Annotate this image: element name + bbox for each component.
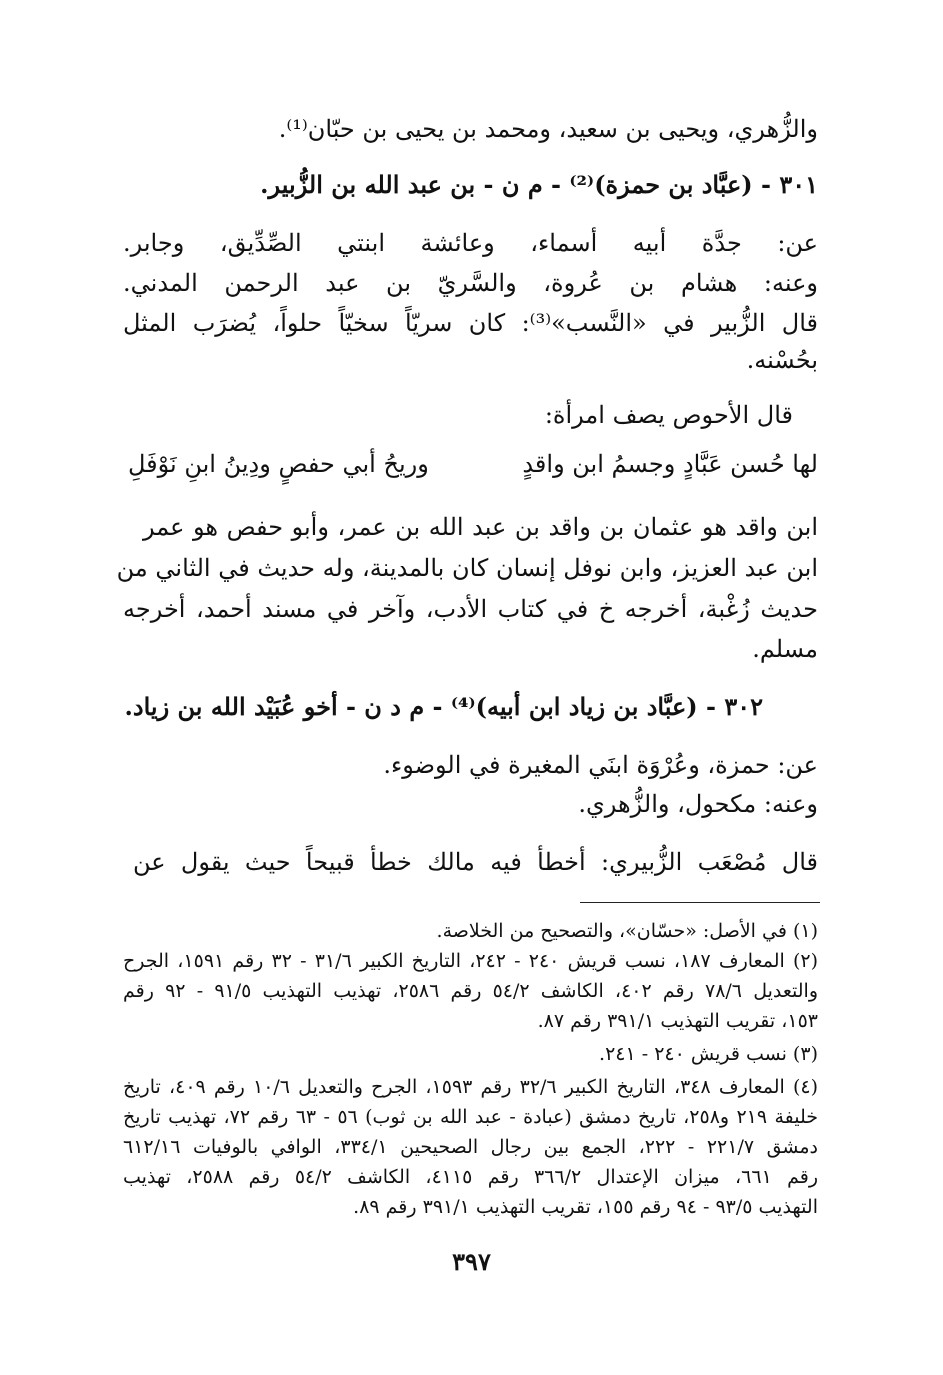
text-line: والزُّهري، ويحيى بن سعيد، ومحمد بن يحيى بن حبّان⁽¹⁾. bbox=[278, 115, 818, 143]
entry-301-heading: ٣٠١ - (عبَّاد بن حمزة)⁽²⁾ - م ن - بن عبد الله بن الزُّبير. bbox=[260, 170, 818, 199]
verse-hemistich-right: لها حُسن عَبَّادٍ وجسمُ ابن واقدٍ bbox=[522, 450, 818, 478]
footnote-1: (١) في الأصل: «حسّان»، والتصحيح من الخلاصة. bbox=[436, 920, 818, 942]
entry-301-students: وعنه: هشام بن عُروة، والسَّريّ بن عبد الرحمن المدني. bbox=[123, 269, 818, 297]
entry-301-quote: قال الزُّبير في «النَّسب»⁽³⁾: كان سريّاً سخيّاً حلواً، يُضرَب المثل bbox=[123, 309, 819, 337]
poet-intro: قال الأحوص يصف امرأة: bbox=[544, 401, 793, 429]
footnote-4-line: التهذيب ٩٣/٥ - ٩٤ رقم ١٥٥، تقريب التهذيب ٣٩١/١ رقم ٨٩. bbox=[353, 1196, 818, 1218]
page-number: ٣٩٧ bbox=[452, 1247, 491, 1276]
entry-302-students: وعنه: مكحول، والزُّهري. bbox=[578, 790, 818, 818]
footnote-4-line: (٤) المعارف ٣٤٨، التاريخ الكبير ٣٢/٦ رقم ١٥٩٣، الجرح والتعديل ١٠/٦ رقم ٤٠٩، تاريخ bbox=[123, 1076, 819, 1098]
footnote-separator bbox=[580, 902, 820, 903]
entry-302-from: عن: حمزة، وعُرْوَة ابنَي المغيرة في الوضوء. bbox=[383, 751, 818, 779]
paragraph-line: ابن عبد العزيز، وابن نوفل إنسان كان بالمدينة، وله حديث في الثاني من bbox=[116, 554, 818, 582]
verse-hemistich-left: وريحُ أبي حفصٍ ودِينُ ابنِ نَوْفَلِ bbox=[128, 450, 429, 478]
paragraph-line: مسلم. bbox=[752, 635, 818, 663]
footnote-3: (٣) نسب قريش ٢٤٠ - ٢٤١. bbox=[599, 1043, 818, 1065]
entry-301-from: عن: جدَّة أبيه أسماء، وعائشة ابنتي الصِّدِّيق، وجابر. bbox=[123, 229, 818, 257]
footnote-2-line: ١٥٣، تقريب التهذيب ٣٩١/١ رقم ٨٧. bbox=[537, 1010, 818, 1032]
footnote-4-line: رقم ٦٦١، ميزان الإعتدال ٣٦٦/٢ رقم ٤١١٥، الكاشف ٥٤/٢ رقم ٢٥٨٨، تهذيب bbox=[123, 1166, 819, 1188]
footnote-4-line: خليفة ٢١٩ و٢٥٨، تاريخ دمشق (عبادة - عبد الله بن ثوب) ٥٦ - ٦٣ رقم ٧٢، تهذيب تاريخ bbox=[123, 1106, 819, 1128]
paragraph-line: ابن واقد هو عثمان بن واقد بن عبد الله بن عمر، وأبو حفص هو عمر bbox=[143, 513, 818, 541]
footnote-2-line: (٢) المعارف ١٨٧، نسب قريش ٢٤٠ - ٢٤٢، التاريخ الكبير ٣١/٦ - ٣٢ رقم ١٥٩١، الجرح bbox=[123, 950, 819, 972]
entry-302-heading: ٣٠٢ - (عبَّاد بن زياد ابن أبيه)⁽⁴⁾ - م د ن - أخو عُبَيْد الله بن زياد. bbox=[124, 692, 763, 721]
footnote-4-line: دمشق ٢٢١/٧ - ٢٢٢، الجمع بين رجال الصحيحين ٣٣٤/١، الوافي بالوفيات ٦١٢/١٦ bbox=[123, 1136, 819, 1158]
entry-301-quote-end: بحُسْنه. bbox=[746, 346, 818, 374]
paragraph-line: حديث زُغْبة، أخرجه خ في كتاب الأدب، وآخر في مسند أحمد، أخرجه bbox=[123, 595, 818, 623]
entry-302-quote: قال مُصْعَب الزُّبيري: أخطأ فيه مالك خطأ قبيحاً حيث يقول عن bbox=[133, 848, 818, 876]
footnote-2-line: والتعديل ٧٨/٦ رقم ٤٠٢، الكاشف ٥٤/٢ رقم ٢٥٨٦، تهذيب التهذيب ٩١/٥ - ٩٢ رقم bbox=[123, 980, 818, 1002]
